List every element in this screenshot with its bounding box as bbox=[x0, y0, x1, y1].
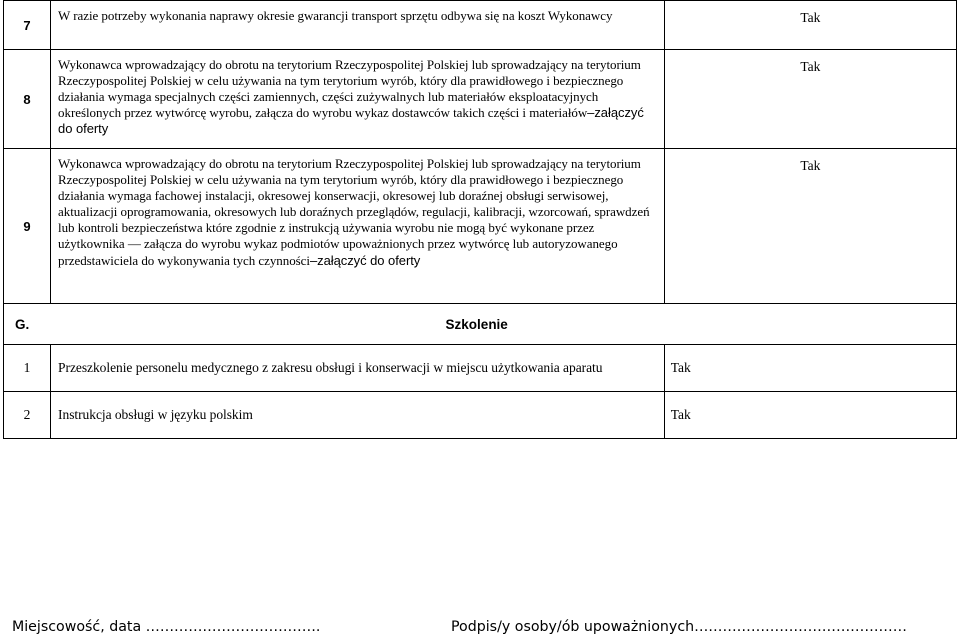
section-title: Szkolenie bbox=[51, 304, 665, 345]
place-date-line: Miejscowość, data ………………………………. bbox=[12, 619, 321, 635]
row-description: Przeszkolenie personelu medycznego z zakresu obsługi i konserwacji w miejscu użytkowania aparatu bbox=[51, 345, 665, 392]
specification-table bbox=[3, 0, 957, 439]
row-value: Tak bbox=[664, 50, 956, 149]
row-number: 2 bbox=[4, 392, 51, 439]
row-description-text: Wykonawca wprowadzający do obrotu na terytorium Rzeczypospolitej Polskiej lub sprowadzający na terytorium Rzeczypospolitej Polskiej w celu używania na tym terytorium wyrób, który dla prawidłowego i bezpiecznego działania wymaga fachowej instalacji, okresowej konserwacji, okresowej lub doraźnej obsługi serwisowej, aktualizacji oprogramowania, okresowych lub doraźnych przeglądów, regulacji, kalibracji, wzorcowań, sprawdzeń lub kontroli bezpieczeństwa które zgodnie z instrukcją używania wyrobu nie mogą być wykonane przez użytkownika — załącza do wyrobu wykaz podmiotów upoważnionych przez wytwórcę lub autoryzowanego przedstawiciela do wykonywania tych czynności bbox=[58, 156, 650, 268]
row-description-text: Wykonawca wprowadzający do obrotu na terytorium Rzeczypospolitej Polskiej lub sprowadzający na terytorium Rzeczypospolitej Polskiej w celu używania na tym terytorium wyrób, który dla prawidłowego i bezpiecznego działania wymaga specjalnych części zamiennych, części zużywalnych lub materiałów eksploatacyjnych określonych przez wytwórcę wyrobu, załącza do wyrobu wykaz dostawców takich części i materiałów bbox=[58, 57, 641, 121]
table-row bbox=[4, 149, 957, 304]
row-number: 7 bbox=[4, 1, 51, 50]
row-number: 8 bbox=[4, 50, 51, 149]
row-description bbox=[51, 149, 665, 304]
row-value: Tak bbox=[664, 1, 956, 50]
row-description bbox=[51, 1, 665, 50]
table-row bbox=[4, 392, 957, 439]
row-description-attach-note: –załączyć do oferty bbox=[58, 105, 644, 137]
row-value: Tak bbox=[664, 392, 956, 439]
table-row bbox=[4, 50, 957, 149]
row-number: 1 bbox=[4, 345, 51, 392]
row-description-attach-note: –załączyć do oferty bbox=[309, 252, 421, 268]
row-description bbox=[51, 50, 665, 149]
table-row bbox=[4, 345, 957, 392]
row-number: 9 bbox=[4, 149, 51, 304]
row-value: Tak bbox=[664, 345, 956, 392]
section-header-empty-cell bbox=[664, 304, 956, 345]
row-description-text: W razie potrzeby wykonania naprawy okresie gwarancji transport sprzętu odbywa się na koszt Wykonawcy bbox=[58, 8, 613, 23]
row-description: Instrukcja obsługi w języku polskim bbox=[51, 392, 665, 439]
section-letter: G. bbox=[4, 304, 51, 345]
row-value: Tak bbox=[664, 149, 956, 304]
section-header-row bbox=[4, 304, 957, 345]
table-row bbox=[4, 1, 957, 50]
signature-line: Podpis/y osoby/ób upoważnionych……………………………………… bbox=[451, 619, 907, 635]
